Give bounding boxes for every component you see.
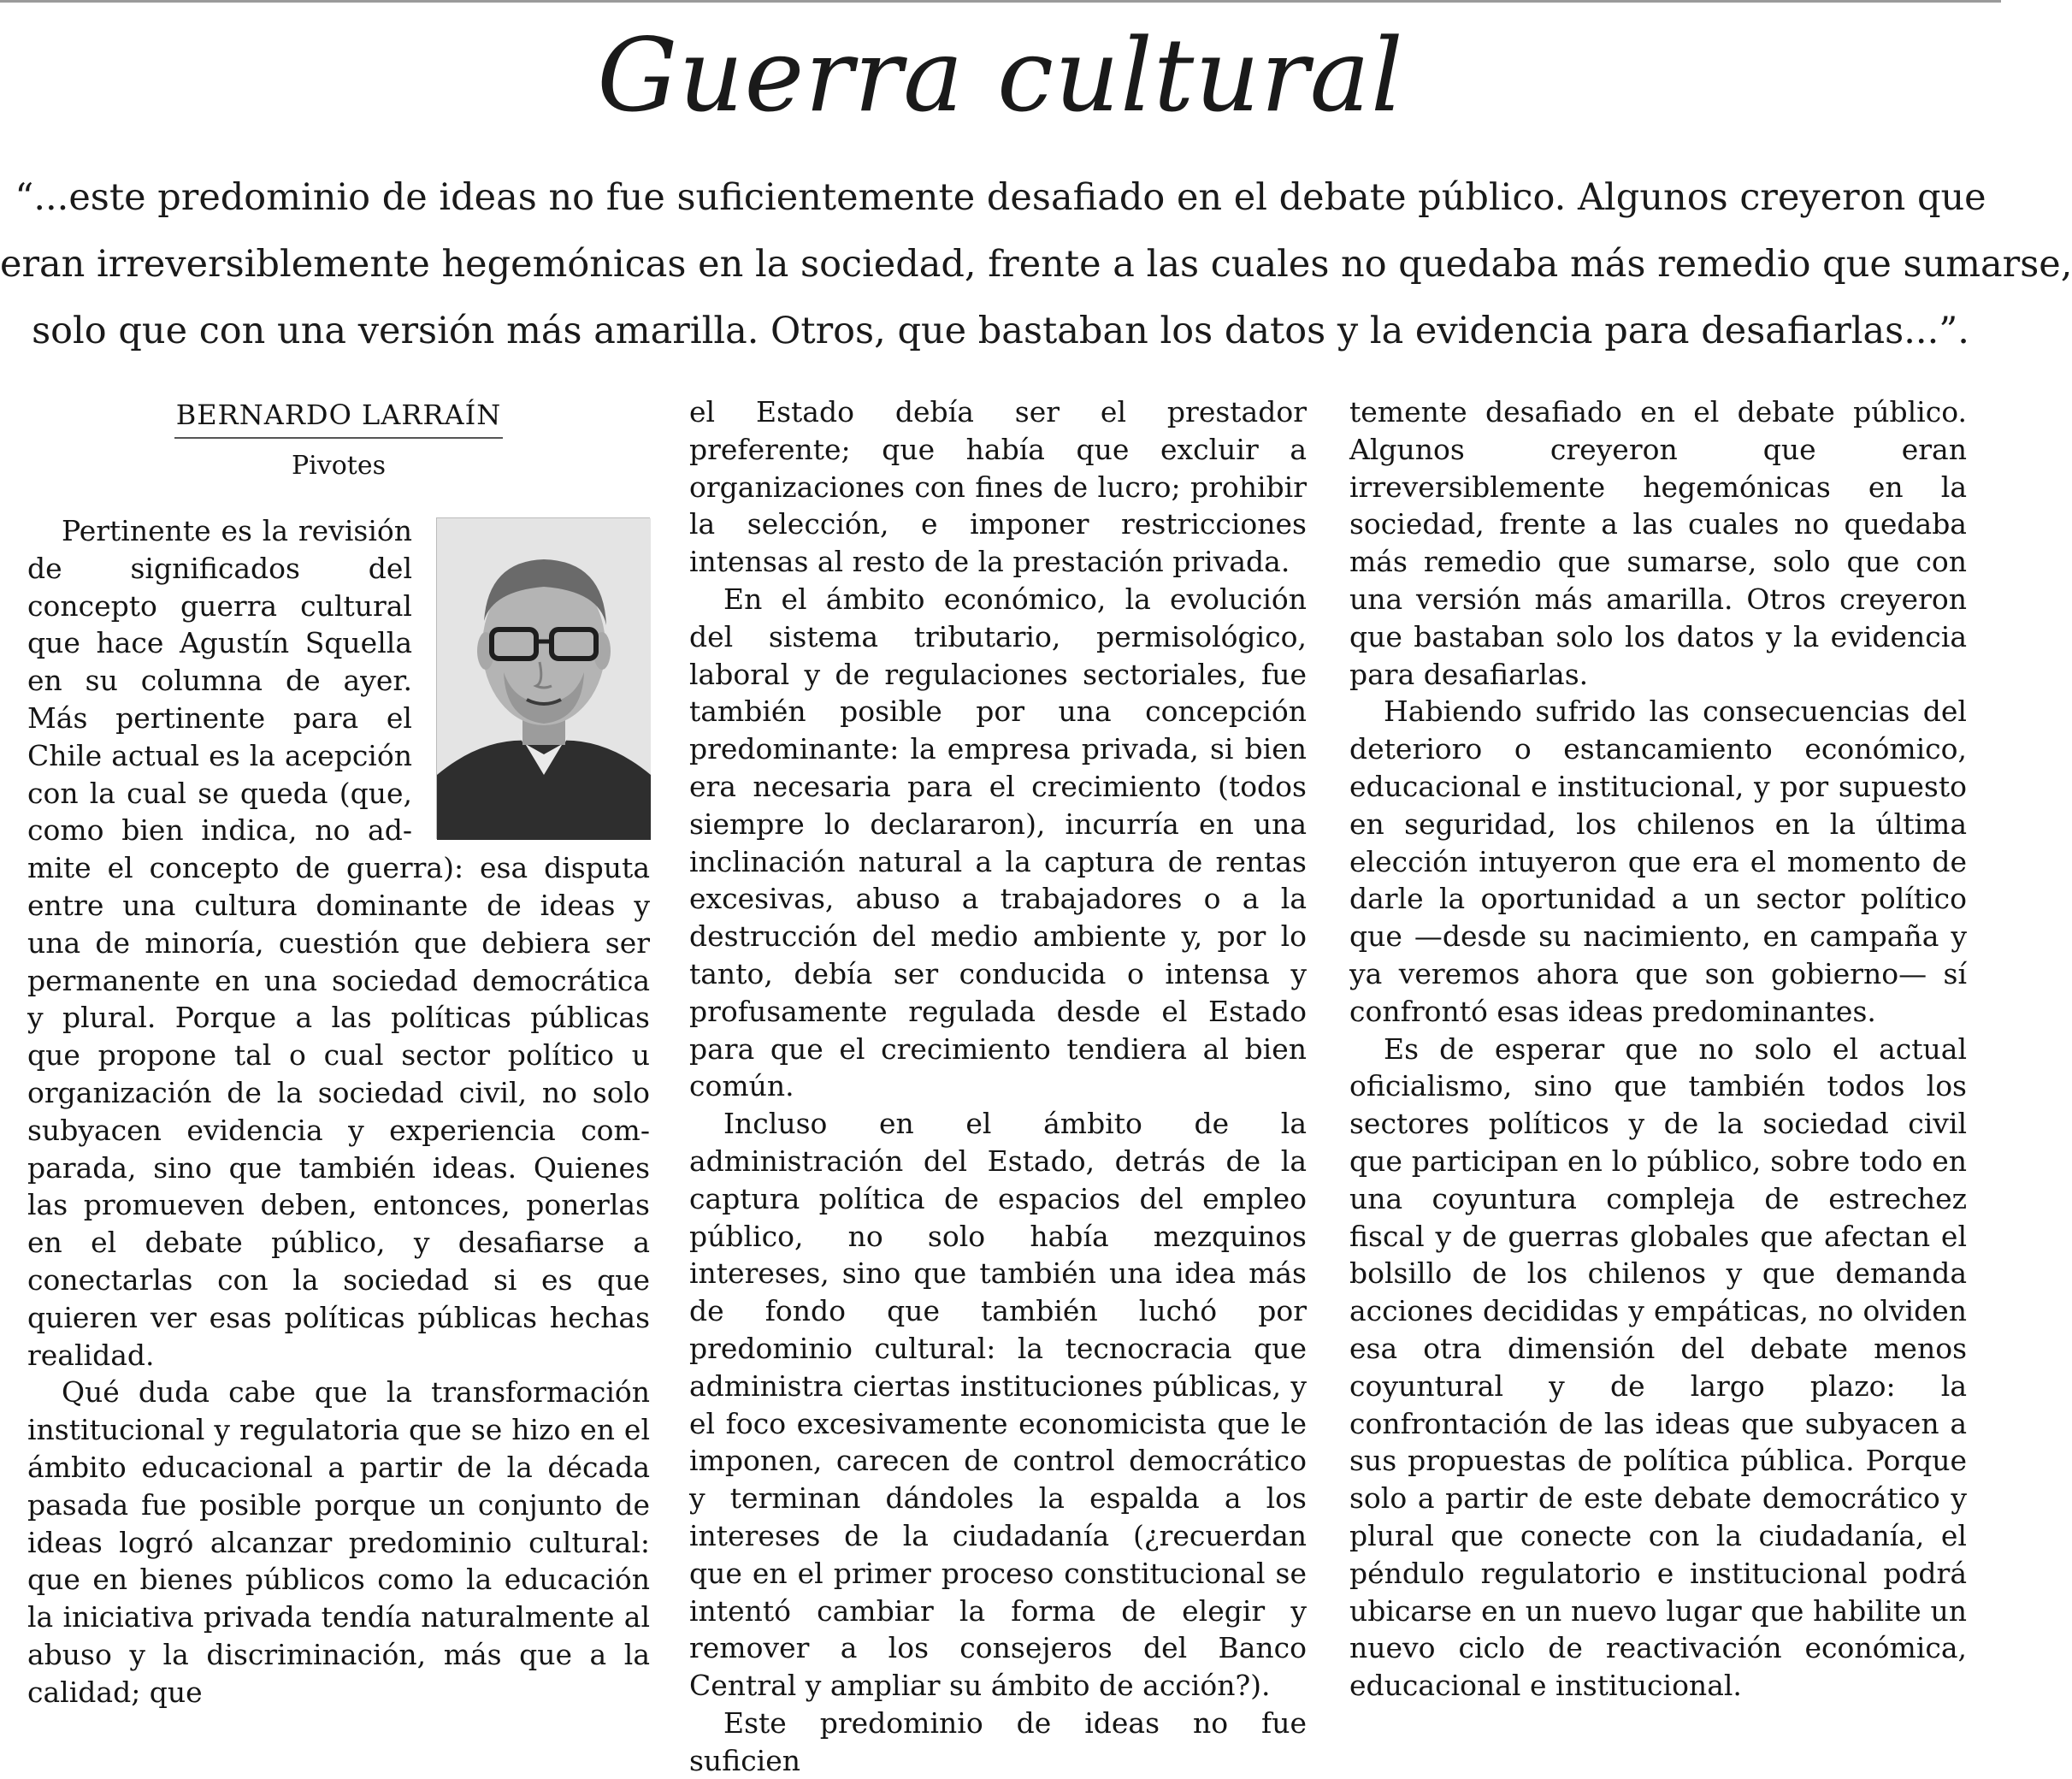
paragraph-text: Pertinente es la revisión de significados del concepto guerra cultural que hace Agustín Squella en su columna de ayer. Más pertinente para el Chile actual es la acepción con la cual se queda (que, como bien indica, no admite el concepto de guerra): esa disputa entre una cultura dominante de ideas y una de minoría, cuestión que debiera ser permanente en una sociedad democrática y plural. Porque a las políticas públicas que propone tal o cual sector político u organización de la sociedad civil, no solo subyacen evidencia y experiencia comparada, sino que también ideas. Quienes las promueven deben, entonces, ponerlas en el debate público, y desafiarse a conectarlas con la sociedad si es que quieren ver esas políticas públicas hechas realidad. (27, 514, 650, 1372)
column-section: Pivotes (292, 451, 386, 481)
author-portrait-icon (436, 517, 650, 839)
top-rule (0, 0, 2001, 3)
paragraph: temente desafiado en el debate público. Algunos creyeron que eran irreversiblemente hegemónicas en la sociedad, frente a las cuales no quedaba más remedio que sumarse, solo que con una versión más amarilla. Otros creyeron que bastaban solo los datos y la evidencia para desafiarlas. (1349, 395, 1967, 691)
paragraph: Qué duda cabe que la transformación institucional y regulatoria que se hizo en el ámbito educacional a partir de la década pasada fue posible porque un conjunto de ideas logró alcanzar predominio cultural: que en bienes públicos como la educación la iniciativa privada tendía naturalmente al abuso y la discriminación, más que a la calidad; que (27, 1375, 650, 1709)
pull-quote-line-2: eran irreversiblemente hegemónicas en la sociedad, frente a las cuales no quedaba más remedio que sumarse, (0, 243, 2072, 286)
pull-quote-line-1: “...este predominio de ideas no fue suficientemente desafiado en el debate público. Algunos creyeron que (15, 176, 1986, 219)
paragraph: Incluso en el ámbito de la administración del Estado, detrás de la captura política de espacios del empleo público, no solo había mezquinos intereses, sino que también una idea más de fondo que también luchó por predominio cultural: la tecnocracia que administra ciertas instituciones públicas, y el foco excesivamente economicista que le imponen, carecen de control democrático y terminan dándoles la espalda a los intereses de la ciudadanía (¿recuerdan que en el primer proceso constitucional se intentó cambiar la forma de elegir y remover a los consejeros del Banco Central y ampliar su ámbito de acción?). (689, 1107, 1307, 1703)
article-column-3 (1349, 393, 1967, 1705)
paragraph: Es de esperar que no solo el actual oficialismo, sino que también todos los sectores políticos y de la sociedad civil que participan en lo público, sobre todo en una coyuntura compleja de estrechez fiscal y de guerras globales que afectan el bolsillo de los chilenos y que demanda acciones decididas y empáticas, no olviden esa otra dimensión del debate menos coyuntural y de largo plazo: la confrontación de las ideas que subyacen a sus propuestas de política pública. Porque solo a partir de este debate democrático y plural que conecte con la ciudadanía, el péndulo regulatorio e institucional podrá ubicarse en un nuevo lugar que habilite un nuevo ciclo de reactivación económica, educacional e institucional. (1349, 1031, 1967, 1703)
article-column-2 (689, 393, 1307, 1779)
article-column-1 (27, 393, 650, 1711)
byline (27, 396, 650, 483)
pull-quote-line-3: solo que con una versión más amarilla. Otros, que bastaban los datos y la evidencia para desafiarlas...”. (32, 310, 1969, 352)
headline: Guerra cultural (597, 16, 1404, 134)
paragraph: En el ámbito económico, la evolución del sistema tributario, permisológico, laboral y de regulaciones sectoriales, fue también posible por una concepción predominante: la empresa privada, si bien era necesaria para el crecimiento (todos siempre lo declararon), incurría en una inclinación natural a la captura de rentas excesivas, abuso a trabajadores o a la destrucción del medio ambiente y, por lo tanto, debía ser conducida o intensa y profusamente regulada desde el Estado para que el crecimiento tendiera al bien común. (689, 582, 1307, 1103)
paragraph: Habiendo sufrido las consecuencias del deterioro o estancamiento económico, educacional e institucional, y por supuesto en seguridad, los chilenos en la última elección intuyeron que era el momento de darle la oportunidad a un sector político que —desde su nacimiento, en campaña y ya veremos ahora que son gobierno— sí confrontó esas ideas predominantes. (1349, 694, 1967, 1028)
paragraph: Este predominio de ideas no fue suficien (689, 1705, 1307, 1777)
paragraph: el Estado debía ser el prestador preferente; que había que excluir a organizaciones con fines de lucro; prohibir la selección, e imponer restricciones intensas al resto de la prestación privada. (689, 395, 1307, 579)
author-name: BERNARDO LARRAÍN (174, 398, 504, 439)
paragraph (27, 512, 650, 1374)
